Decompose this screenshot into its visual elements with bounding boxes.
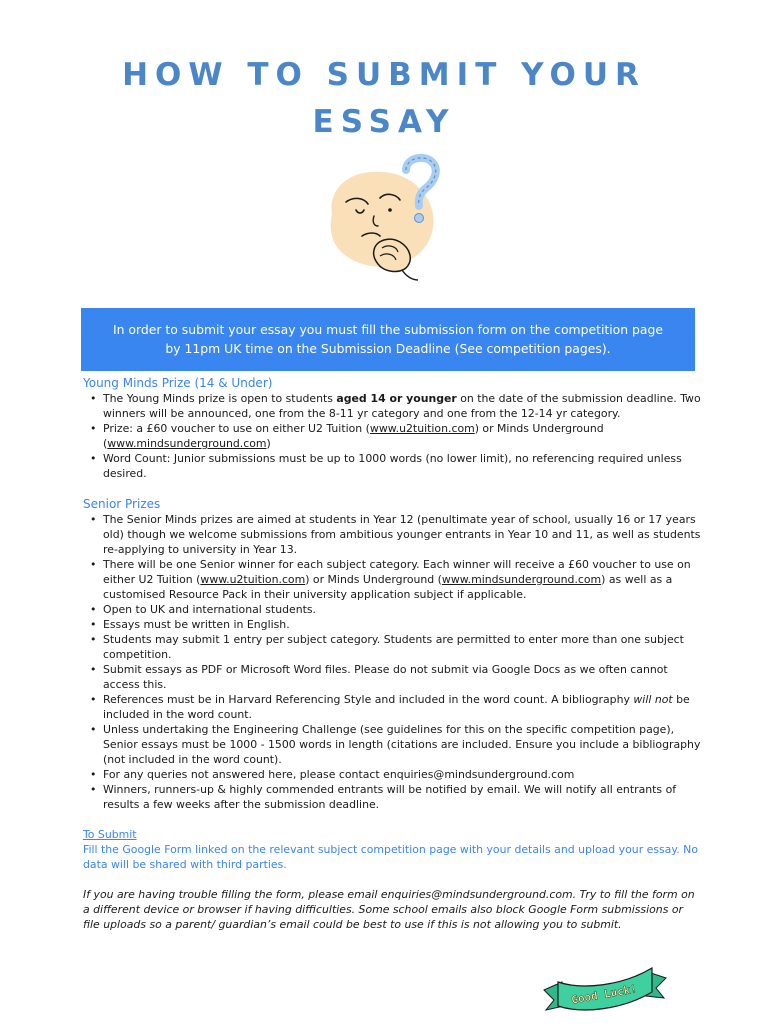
list-item: • Open to UK and international students.	[83, 602, 703, 617]
list-item: • Unless undertaking the Engineering Challenge (see guidelines for this on the specific competition page), Senior essays must be 1000 - 1500 words in length (citations are included. Ensure you include a bibliography (not included in the word count).	[83, 722, 703, 767]
to-submit-link[interactable]: To Submit	[83, 828, 137, 841]
troubleshooting-note: If you are having trouble filling the form, please email enquiries@mindsunderground.com. Try to fill the form on a different device or browser if having difficulties. Some school emails also block Google Form submissions or file uploads so a parent/ guardian’s email could be best to use if this is not allowing you to submit.	[83, 888, 695, 931]
list-item: • Students may submit 1 entry per subject category. Students are permitted to enter more than one subject competition.	[83, 632, 703, 662]
list-text-bold: aged 14 or younger	[336, 392, 457, 405]
banner-line-1: In order to submit your essay you must fill the submission form on the competition page	[112, 322, 664, 337]
list-text: References must be in Harvard Referencing Style and included in the word count. A bibliography	[103, 693, 634, 706]
senior-prizes-list	[83, 512, 703, 812]
content-body	[83, 375, 703, 932]
thinking-face-question-mark-icon	[318, 152, 458, 282]
page-title	[0, 52, 768, 146]
list-item	[83, 692, 703, 722]
senior-prizes-heading: Senior Prizes	[83, 497, 161, 511]
list-item: • For any queries not answered here, please contact enquiries@mindsunderground.com	[83, 767, 703, 782]
list-text: ) or Minds Underground (	[305, 573, 442, 586]
list-text: There will be one Senior winner for each subject category. Each winner will receive a £60 voucher to use on either U2 Tuition (	[103, 558, 691, 586]
title-line-2: ESSAY	[312, 104, 456, 140]
list-item	[83, 391, 703, 421]
title-line-1: HOW TO SUBMIT YOUR	[122, 57, 646, 93]
list-item	[83, 557, 703, 602]
good-luck-ribbon	[542, 960, 668, 1012]
list-text: The Young Minds prize is open to students	[103, 392, 337, 405]
list-item: • Word Count: Junior submissions must be up to 1000 words (no lower limit), no referencing required unless desired.	[83, 451, 703, 481]
young-minds-list	[83, 391, 703, 481]
list-item	[83, 421, 703, 451]
submission-deadline-banner	[81, 308, 695, 371]
banner-line-2: by 11pm UK time on the Submission Deadline (See competition pages).	[165, 341, 611, 356]
u2tuition-link[interactable]: www.u2tuition.com	[200, 573, 306, 586]
list-item: • Submit essays as PDF or Microsoft Word files. Please do not submit via Google Docs as we often cannot access this.	[83, 662, 703, 692]
u2tuition-link[interactable]: www.u2tuition.com	[369, 422, 475, 435]
mindsunderground-link[interactable]: www.mindsunderground.com	[441, 573, 602, 586]
list-text: on the date of the submission deadline. Two winners will be announced, one from the 8-11 yr category and one from the 12-14 yr category.	[103, 392, 701, 420]
list-text: be included in the word count.	[103, 693, 690, 721]
to-submit-section	[83, 827, 703, 872]
list-text-italic: will not	[633, 693, 673, 706]
ribbon-text: Good Luck!	[570, 982, 638, 1007]
list-text: ) as well as a customised Resource Pack in their university application subject if applicable.	[103, 573, 673, 601]
list-item: • The Senior Minds prizes are aimed at students in Year 12 (penultimate year of school, usually 16 or 17 years old) though we welcome submissions from ambitious younger entrants in Year 10 and 11, as well as students re-applying to university in Year 13.	[83, 512, 703, 557]
list-text: )	[266, 437, 271, 450]
young-minds-heading: Young Minds Prize (14 & Under)	[83, 376, 273, 390]
list-text: Prize: a £60 voucher to use on either U2 Tuition (	[103, 422, 370, 435]
mindsunderground-link[interactable]: www.mindsunderground.com	[107, 437, 267, 450]
list-item: • Essays must be written in English.	[83, 617, 703, 632]
list-text: ) or Minds Underground (	[103, 422, 604, 450]
to-submit-text: Fill the Google Form linked on the relevant subject competition page with your details and upload your essay. No data will be shared with third parties.	[83, 843, 698, 871]
list-item: • Winners, runners-up & highly commended entrants will be notified by email. We will notify all entrants of results a few weeks after the submission deadline.	[83, 782, 703, 812]
